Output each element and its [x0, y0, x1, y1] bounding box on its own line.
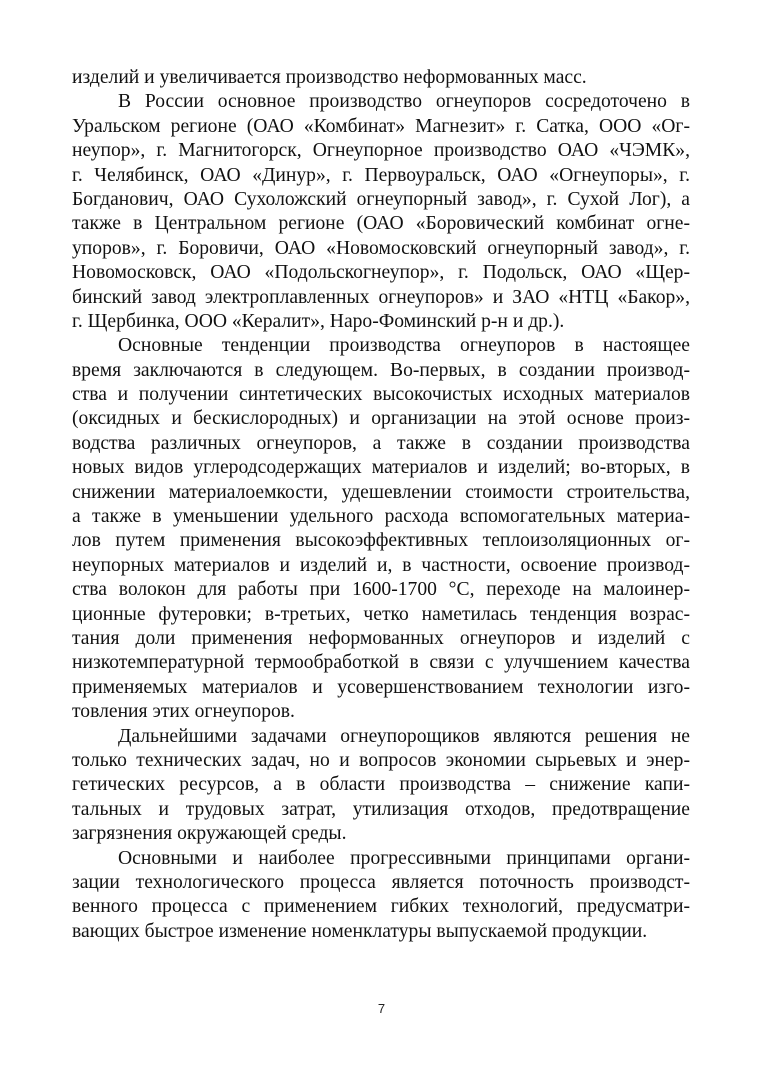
paragraph-3 — [72, 334, 690, 724]
text-line: ства волокон для работы при 1600-1700 °С, переходе на малоинер- — [72, 579, 690, 601]
text-line: время заключаются в следующем. Во-первых, в создании производ- — [72, 359, 690, 381]
text-line: Новомосковск, ОАО «Подольскогнеупор», г. Подольск, ОАО «Щер- — [72, 262, 690, 284]
text-line: Уральском регионе (ОАО «Комбинат» Магнезит» г. Сатка, ООО «Ог- — [72, 115, 690, 137]
text-line: лов путем применения высокоэффективных теплоизоляционных ог- — [72, 530, 690, 552]
text-line: товления этих огнеупоров. — [72, 701, 295, 723]
text-line: также в Центральном регионе (ОАО «Боровический комбинат огне- — [72, 213, 690, 235]
text-line: гетических ресурсов, а в области производства – снижение капи- — [72, 774, 690, 796]
paragraph-2 — [72, 90, 690, 334]
paragraph-5 — [72, 847, 690, 945]
text-line: ционные футеровки; в-третьих, четко наметилась тенденция возрас- — [72, 603, 690, 625]
text-line: а также в уменьшении удельного расхода вспомогательных материа- — [72, 506, 690, 528]
text-line: (оксидных и бескислородных) и организации на этой основе произ- — [72, 408, 690, 430]
text-line: тания доли применения неформованных огнеупоров и изделий с — [72, 627, 690, 649]
text-line: Основными и наиболее прогрессивными принципами органи- — [118, 847, 690, 869]
text-line: г. Щербинка, ООО «Кералит», Наро-Фоминский р-н и др.). — [72, 310, 565, 332]
text-line: низкотемпературной термообработкой в связи с улучшением качества — [72, 652, 690, 674]
paragraph-1 — [72, 66, 690, 90]
text-line: вающих быстрое изменение номенклатуры выпускаемой продукции. — [72, 920, 648, 942]
text-line: загрязнения окружающей среды. — [72, 823, 347, 845]
text-line: бинский завод электроплавленных огнеупоров» и ЗАО «НТЦ «Бакор», — [72, 286, 690, 308]
text-line: Основные тенденции производства огнеупоров в настоящее — [118, 335, 690, 357]
text-line: водства различных огнеупоров, а также в создании производства — [72, 432, 690, 454]
text-line: только технических задач, но и вопросов экономии сырьевых и энер- — [72, 749, 690, 771]
text-line: зации технологического процесса является поточность производст- — [72, 871, 690, 893]
text-line: тальных и трудовых затрат, утилизация отходов, предотвращение — [72, 798, 690, 820]
paragraph-4 — [72, 725, 690, 847]
text-line: Дальнейшими задачами огнеупорощиков являются решения не — [118, 725, 690, 747]
text-line: В России основное производство огнеупоров сосредоточено в — [118, 91, 690, 113]
text-line: снижении материалоемкости, удешевлении стоимости строительства, — [72, 481, 690, 503]
text-line: применяемых материалов и усовершенствованием технологии изго- — [72, 676, 690, 698]
text-line: венного процесса с применением гибких технологий, предусматри- — [72, 896, 690, 918]
text-line: новых видов углеродсодержащих материалов и изделий; во-вторых, в — [72, 457, 690, 479]
text-line: г. Челябинск, ОАО «Динур», г. Первоуральск, ОАО «Огнеупоры», г. — [72, 164, 690, 186]
text-line: упоров», г. Боровичи, ОАО «Новомосковский огнеупорный завод», г. — [72, 237, 690, 259]
text-line: изделий и увеличивается производство неформованных масс. — [72, 67, 587, 88]
text-line: неупорных материалов и изделий и, в частности, освоение производ- — [72, 554, 690, 576]
text-line: ства и получении синтетических высокочистых исходных материалов — [72, 384, 690, 406]
text-line: неупор», г. Магнитогорск, Огнеупорное производство ОАО «ЧЭМК», — [72, 140, 690, 162]
page-body — [72, 66, 690, 944]
page-number: 7 — [377, 1001, 386, 1016]
text-line: Богданович, ОАО Сухоложский огнеупорный завод», г. Сухой Лог), а — [72, 188, 690, 210]
